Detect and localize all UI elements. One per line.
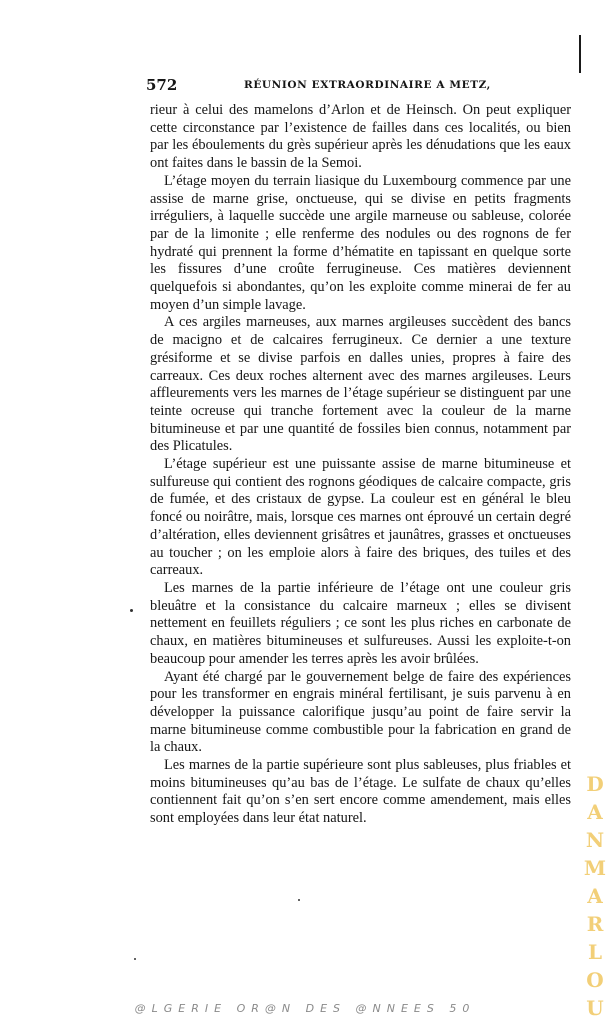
footer-watermark: @LGERIE OR@N DES @NNEES 50 xyxy=(134,1002,476,1015)
ink-speck xyxy=(298,899,300,901)
paragraph-experiences: Ayant été chargé par le gouvernement belge de faire des expériences pour les transformer en engrais minéral fertilisant, je suis parvenu à en développer la puissance calorifique jusqu’au point de faire servir la marne bitumineuse comme combustible pour la fabrication en grand de la chaux. xyxy=(150,668,571,756)
paragraph-partie-inferieure: Les marnes de la partie inférieure de l’étage ont une couleur gris bleuâtre et la consistance du calcaire marneux ; elles se divisent nettement en feuillets réguliers ; ce sont les plus riches en carbonate de chaux, en matières bitumineuses et sulfureuses. Aussi les exploite-t-on beaucoup pour amender les terres après les avoir brûlées. xyxy=(150,579,571,667)
paragraph-etage-superieur: L’étage supérieur est une puissante assise de marne bitumineuse et sulfureuse qui contient des rognons géodiques de calcaire compacte, gris de fumée, et des cristaux de gypse. La couleur est en général le bleu foncé ou noirâtre, mais, lorsque ces marnes ont éprouvé un certain degré d’altération, elles deviennent grisâtres et jaunâtres, grasses et onctueuses au toucher ; on les emploie alors à faire des briques, des tuiles et des carreaux. xyxy=(150,456,571,579)
side-watermark: DANMARLOU xyxy=(583,772,607,1020)
margin-rule xyxy=(579,35,581,73)
text-body xyxy=(150,102,571,828)
paragraph-argiles-marneuses: A ces argiles marneuses, aux marnes argileuses succèdent des bancs de macigno et de calcaires ferrugineux. Ce dernier a une texture grésiforme et se divise parfois en dalles unies, propres à faire des carreaux. Ces deux roches alternent avec des marnes argileuses. Leurs affleurements vers les marnes de l’étage supérieur se distinguent par une teinte ocreuse qui tranche fortement avec la couleur de la marne bitumineuse et par une quantité de fossiles bien connus, notamment par des Plicatules. xyxy=(150,314,571,455)
page-number: 572 xyxy=(146,76,178,94)
running-title: RÉUNION EXTRAORDINAIRE A METZ, xyxy=(244,79,491,91)
running-head xyxy=(146,76,572,98)
paragraph-continuation: rieur à celui des mamelons d’Arlon et de Heinsch. On peut expliquer cette circonstance par l’existence de failles dans ces localités, ou bien par les éboulements du grès supérieur après les dénudations que les eaux ont faites dans le bassin de la Semoi. xyxy=(150,102,571,172)
paragraph-etage-moyen: L’étage moyen du terrain liasique du Luxembourg commence par une assise de marne grise, onctueuse, qui se divise en petits fragments irréguliers, à laquelle succède une argile marneuse ou sableuse, colorée par de la limonite ; elle renferme des nodules ou des rognons de fer hydraté qui prennent la forme d’hématite en tapissant en quelque sorte les fissures d’une croûte ferrugineuse. Ces matières deviennent quelquefois si abondantes, qu’on les exploite comme minerai de fer au moyen d’un simple lavage. xyxy=(150,172,571,313)
ink-speck xyxy=(134,958,136,960)
ink-speck xyxy=(130,609,133,612)
paragraph-partie-superieure: Les marnes de la partie supérieure sont plus sableuses, plus friables et moins bitumineuses qu’au bas de l’étage. Le sulfate de chaux qu’elles contiennent fait qu’on s’en sert encore comme amendement, mais elles sont employées dans leur état naturel. xyxy=(150,757,571,827)
